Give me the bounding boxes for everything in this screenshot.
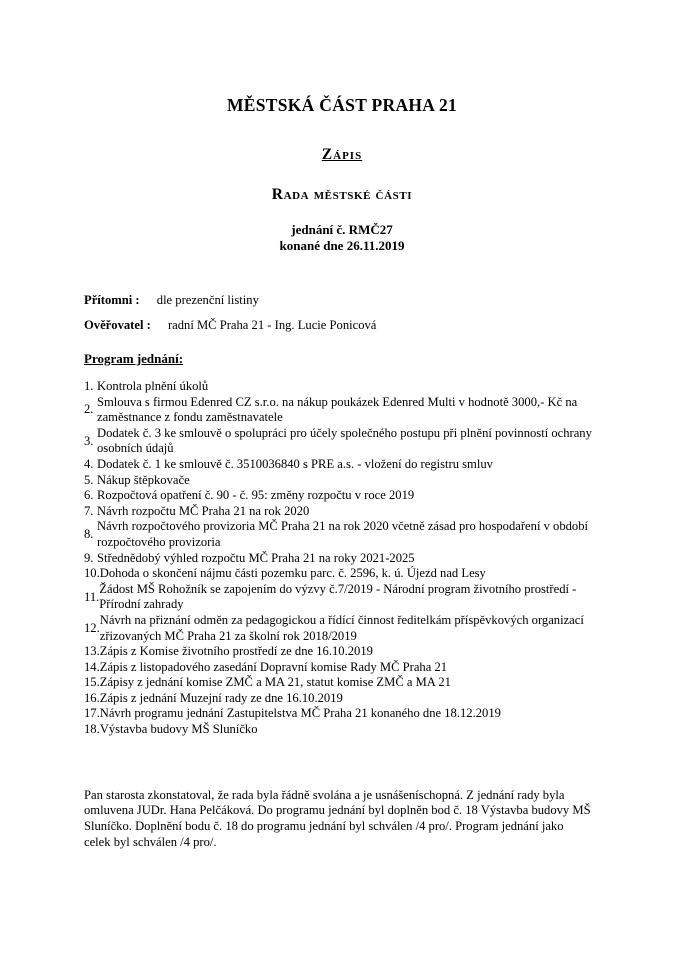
agenda-item	[84, 675, 600, 691]
agenda-item-text: Smlouva s firmou Edenred CZ s.r.o. na nákup poukázek Edenred Multi v hodnotě 3000,- Kč na zaměstnance z fondu zaměstnavatele	[97, 394, 578, 425]
agenda-item	[84, 488, 600, 504]
agenda-item	[84, 457, 600, 473]
agenda-item-number: 6.	[84, 488, 94, 503]
agenda-item-number: 4.	[84, 456, 94, 471]
meeting-date: konané dne 26.11.2019	[279, 238, 405, 253]
agenda-item	[84, 613, 600, 644]
agenda-item	[84, 395, 600, 426]
agenda-item-number: 10.	[84, 566, 100, 581]
present-value: dle prezenční listiny	[156, 293, 259, 307]
agenda-item-number: 12.	[84, 620, 100, 635]
agenda-item	[84, 473, 600, 489]
document-subtitle	[84, 146, 600, 164]
agenda-item-number: 8.	[84, 527, 94, 542]
agenda-item-number: 11.	[84, 589, 100, 604]
agenda-item-text: Návrh programu jednání Zastupitelstva MČ Praha 21 konaného dne 18.12.2019	[99, 706, 501, 721]
agenda-item-number: 2.	[84, 402, 94, 417]
agenda-item	[84, 644, 600, 660]
verifier-row	[84, 317, 600, 333]
agenda-item-text: Střednědobý výhled rozpočtu MČ Praha 21 na roky 2021-2025	[97, 550, 415, 565]
agenda-item-text: Dodatek č. 1 ke smlouvě č. 3510036840 s PRE a.s. - vložení do registru smluv	[97, 456, 493, 471]
agenda-item	[84, 660, 600, 676]
agenda-item-number: 17.	[84, 706, 100, 721]
agenda-item-number: 13.	[84, 644, 100, 659]
agenda-item	[84, 426, 600, 457]
document-subtitle-text: Zápis	[321, 146, 363, 163]
agenda-item-text: Žádost MŠ Rohožník se zapojením do výzvy č.7/2019 - Národní program životního prostředí - Přírodní zahrady	[99, 581, 577, 612]
agenda-item-text: Rozpočtová opatření č. 90 - č. 95: změny rozpočtu v roce 2019	[97, 488, 415, 503]
agenda-item	[84, 504, 600, 520]
agenda-list	[84, 379, 600, 738]
agenda-item-number: 5.	[84, 472, 94, 487]
agenda-item-text: Zápis z jednání Muzejní rady ze dne 16.10.2019	[99, 690, 343, 705]
agenda-item-text: Výstavba budovy MŠ Sluníčko	[99, 722, 258, 737]
agenda-item-text: Zápisy z jednání komise ZMČ a MA 21, statut komise ZMČ a MA 21	[99, 675, 451, 690]
agenda-item-number: 3.	[84, 433, 94, 448]
agenda-item	[84, 722, 600, 738]
verifier-value: radní MČ Praha 21 - Ing. Lucie Ponicová	[167, 318, 377, 332]
meeting-number: jednání č. RMČ27	[291, 222, 393, 237]
present-label: Přítomni :	[84, 293, 140, 307]
verifier-label: Ověřovatel :	[84, 318, 151, 332]
council-heading: Rada městské části	[271, 186, 413, 203]
agenda-item-text: Kontrola plnění úkolů	[97, 379, 209, 393]
agenda-item-number: 15.	[84, 675, 100, 690]
agenda-item	[84, 566, 600, 582]
present-row	[84, 292, 600, 308]
agenda-item	[84, 551, 600, 567]
document-title: MĚSTSKÁ ČÁST PRAHA 21	[226, 95, 458, 115]
agenda-item-text: Nákup štěpkovače	[97, 472, 190, 487]
agenda-item-text: Dohoda o skončení nájmu části pozemku parc. č. 2596, k. ú. Újezd nad Lesy	[99, 566, 486, 581]
meeting-meta	[84, 222, 600, 254]
agenda-item-number: 9.	[84, 550, 94, 565]
agenda-item	[84, 706, 600, 722]
agenda-item-text: Dodatek č. 3 ke smlouvě o spolupráci pro účely společného postupu při plnění povinností ochrany osobních údajů	[97, 425, 592, 456]
agenda-item-number: 18.	[84, 722, 100, 737]
agenda-item-text: Zápis z Komise životního prostředí ze dne 16.10.2019	[99, 644, 373, 659]
agenda-item-text: Návrh na přiznání odměn za pedagogickou a řídící činnost ředitelkám příspěvkových organizací zřizovaných MČ Praha 21 za školní rok 2018/2019	[99, 612, 584, 643]
agenda-item	[84, 379, 600, 395]
agenda-item-text: Návrh rozpočtu MČ Praha 21 na rok 2020	[97, 503, 310, 518]
agenda-heading: Program jednání:	[84, 351, 184, 366]
agenda-item	[84, 691, 600, 707]
agenda-item-text: Zápis z listopadového zasedání Dopravní komise Rady MČ Praha 21	[99, 659, 448, 674]
agenda-item-number: 7.	[84, 503, 94, 518]
agenda-item	[84, 582, 600, 613]
agenda-item	[84, 519, 600, 550]
agenda-item-number: 1.	[84, 379, 94, 393]
agenda-item-text: Návrh rozpočtového provizoria MČ Praha 21 na rok 2020 včetně zásad pro hospodaření v období rozpočtového provizoria	[97, 519, 589, 549]
closing-paragraph: Pan starosta zkonstatoval, že rada byla řádně svolána a je usnášeníschopná. Z jednání rady byla omluvena JUDr. Hana Pelčáková. Do programu jednání byl doplněn bod č. 18 Výstavba budovy MŠ Sluníčko. Doplnění bodu č. 18 do programu jednání byl schválen /4 pro/. Program jednání jako celek byl schválen /4 pro/.	[84, 787, 591, 850]
agenda-item-number: 16.	[84, 690, 100, 705]
agenda-item-number: 14.	[84, 659, 100, 674]
